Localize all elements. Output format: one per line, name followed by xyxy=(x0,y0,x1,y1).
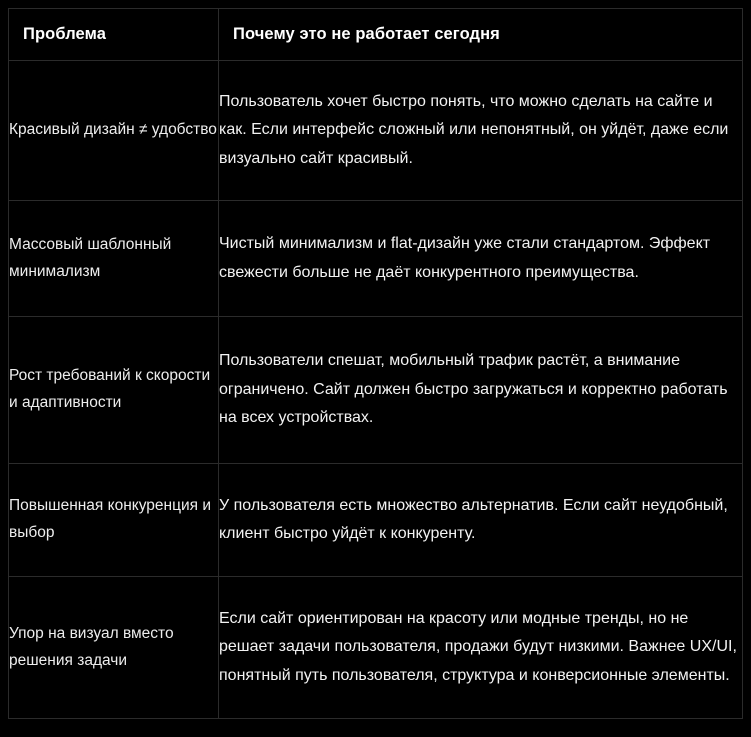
cell-reason: У пользователя есть множество альтернатив. Если сайт неудобный, клиент быстро уйдёт к конкуренту. xyxy=(219,464,743,577)
cell-reason: Чистый минимализм и flat-дизайн уже стали стандартом. Эффект свежести больше не даёт конкурентного преимущества. xyxy=(219,201,743,317)
cell-problem: Повышенная конкуренция и выбор xyxy=(9,464,219,577)
cell-reason: Если сайт ориентирован на красоту или модные тренды, но не решает задачи пользователя, продажи будут низкими. Важнее UX/UI, понятный путь пользователя, структура и конверсионные элементы. xyxy=(219,577,743,719)
table-row xyxy=(9,577,743,719)
cell-reason: Пользователь хочет быстро понять, что можно сделать на сайте и как. Если интерфейс сложный или непонятный, он уйдёт, даже если визуально сайт красивый. xyxy=(219,61,743,201)
cell-problem: Красивый дизайн ≠ удобство xyxy=(9,61,219,201)
comparison-table xyxy=(8,8,743,719)
cell-reason: Пользователи спешат, мобильный трафик растёт, а внимание ограничено. Сайт должен быстро загружаться и корректно работать на всех устройствах. xyxy=(219,317,743,464)
column-header-reason: Почему это не работает сегодня xyxy=(219,9,743,61)
table-row xyxy=(9,317,743,464)
table-row xyxy=(9,61,743,201)
cell-problem: Массовый шаблонный минимализм xyxy=(9,201,219,317)
cell-problem: Рост требований к скорости и адаптивности xyxy=(9,317,219,464)
table-header xyxy=(9,9,743,61)
table-row xyxy=(9,464,743,577)
table-body xyxy=(9,61,743,719)
column-header-problem: Проблема xyxy=(9,9,219,61)
table-header-row xyxy=(9,9,743,61)
comparison-table-container xyxy=(8,8,743,719)
table-row xyxy=(9,201,743,317)
cell-problem: Упор на визуал вместо решения задачи xyxy=(9,577,219,719)
